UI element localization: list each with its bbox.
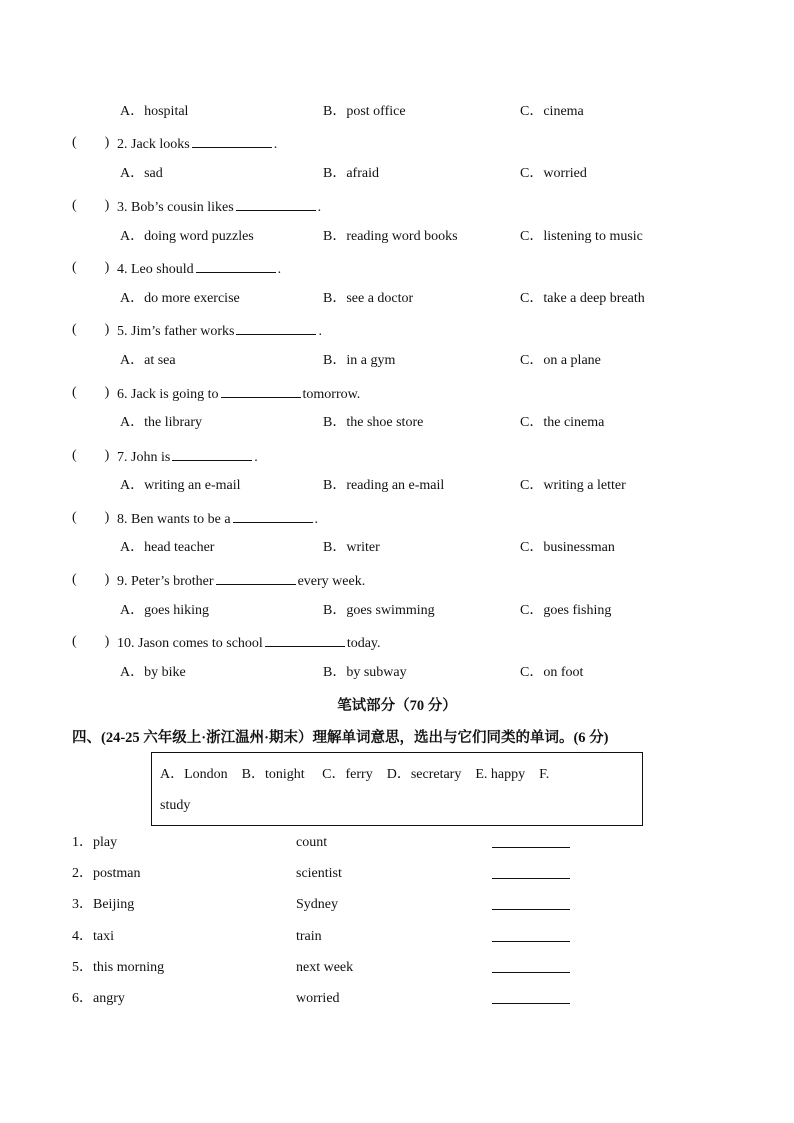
option-c: C．goes fishing [520,603,612,618]
question-stem: 8. Ben wants to be a [117,512,231,527]
question-text [117,258,281,280]
word-box-line-1: A．London B．tonight C．ferry D．secretary E. happy F. [160,767,550,782]
question-options [0,289,794,309]
option-b: B．post office [323,104,406,119]
answer-blank[interactable] [216,570,296,585]
option-c: C．on foot [520,665,584,680]
answer-parentheses[interactable]: ( ) [72,385,110,400]
option-c: C．on a plane [520,353,601,368]
answer-blank[interactable] [221,383,301,398]
option-a: A．writing an e-mail [120,478,241,493]
question-text [117,196,321,218]
classification-row [0,864,794,884]
answer-parentheses[interactable]: ( ) [72,260,110,275]
answer-parentheses[interactable]: ( ) [72,510,110,525]
option-a: A．hospital [120,104,189,119]
question-stem: 2. Jack looks [117,137,190,152]
question-row [0,320,794,340]
question-stem: 5. Jim’s father works [117,324,235,339]
option-c: C．businessman [520,540,615,555]
option-a: A．doing word puzzles [120,229,254,244]
answer-blank[interactable] [492,833,570,855]
option-a: A．head teacher [120,540,215,555]
classification-row [0,989,794,1009]
word-second: count [296,835,328,850]
option-a: A．sad [120,166,163,181]
question-row [0,133,794,153]
word-first: 1．play [72,835,118,850]
question-tail: . [254,450,258,465]
word-second: next week [296,960,354,975]
question-1-options [0,102,794,122]
classification-row [0,958,794,978]
question-row [0,570,794,590]
question-tail: every week. [297,574,366,589]
question-tail: . [317,200,322,215]
answer-blank[interactable] [265,632,345,647]
question-row [0,383,794,403]
option-b: B．reading word books [323,229,458,244]
question-options [0,663,794,683]
part4-title: 四、(24-25 六年级上·浙江温州·期末）理解单词意思，选出与它们同类的单词。(6 分) [72,730,609,746]
question-tail: today. [346,636,381,651]
question-tail: . [277,262,282,277]
answer-blank[interactable] [492,958,570,980]
question-text [117,446,258,468]
option-c: C．cinema [520,104,584,119]
option-b: B．in a gym [323,353,396,368]
question-stem: 9. Peter’s brother [117,574,214,589]
option-c: C．writing a letter [520,478,626,493]
answer-blank[interactable] [172,446,252,461]
question-stem: 4. Leo should [117,262,194,277]
question-options [0,164,794,184]
answer-blank[interactable] [492,895,570,917]
answer-blank[interactable] [492,989,570,1011]
word-second: scientist [296,866,342,881]
option-c: C．take a deep breath [520,291,645,306]
word-second: Sydney [296,897,338,912]
question-tail: . [273,137,278,152]
option-b: B．see a doctor [323,291,414,306]
written-section-title: 笔试部分（70 分） [337,698,457,714]
option-b: B．reading an e-mail [323,478,445,493]
answer-blank[interactable] [492,864,570,886]
question-text [117,133,277,155]
question-row [0,258,794,278]
option-c: C．the cinema [520,415,605,430]
option-c: C．worried [520,166,587,181]
question-row [0,508,794,528]
question-stem: 10. Jason comes to school [117,636,263,651]
question-text [117,508,318,530]
question-stem: 6. Jack is going to [117,387,219,402]
word-box [151,752,643,826]
classification-row [0,833,794,853]
option-b: B．goes swimming [323,603,435,618]
option-b: B．afraid [323,166,379,181]
answer-blank[interactable] [236,196,316,211]
classification-row [0,895,794,915]
question-text [117,320,322,342]
option-a: A．by bike [120,665,186,680]
question-row [0,196,794,216]
answer-blank[interactable] [192,133,272,148]
question-options [0,538,794,558]
option-a: A．do more exercise [120,291,240,306]
option-b: B．the shoe store [323,415,424,430]
question-row [0,446,794,466]
option-a: A．goes hiking [120,603,210,618]
answer-parentheses[interactable]: ( ) [72,198,110,213]
question-stem: 7. John is [117,450,171,465]
question-stem: 3. Bob’s cousin likes [117,200,234,215]
question-text [117,570,365,592]
word-second: train [296,929,322,944]
question-options [0,476,794,496]
answer-parentheses[interactable]: ( ) [72,634,110,649]
word-first: 3．Beijing [72,897,135,912]
answer-parentheses[interactable]: ( ) [72,448,110,463]
answer-blank[interactable] [196,258,276,273]
question-row [0,632,794,652]
answer-blank[interactable] [233,508,313,523]
question-tail: . [318,324,322,339]
answer-parentheses[interactable]: ( ) [72,135,110,150]
question-text [117,632,381,654]
option-b: B．writer [323,540,380,555]
option-c: C．listening to music [520,229,643,244]
question-options [0,351,794,371]
answer-parentheses[interactable]: ( ) [72,322,110,337]
question-options [0,227,794,247]
option-a: A．at sea [120,353,176,368]
answer-parentheses[interactable]: ( ) [72,572,110,587]
option-b: B．by subway [323,665,407,680]
word-first: 5．this morning [72,960,165,975]
question-options [0,413,794,433]
question-tail: . [314,512,319,527]
question-tail: tomorrow. [302,387,361,402]
question-text [117,383,360,405]
word-first: 6．angry [72,991,125,1006]
word-second: worried [296,991,340,1006]
question-options [0,601,794,621]
option-a: A．the library [120,415,203,430]
answer-blank[interactable] [492,927,570,949]
word-first: 2．postman [72,866,141,881]
answer-blank[interactable] [236,320,316,335]
word-first: 4．taxi [72,929,114,944]
word-box-line-2: study [160,798,191,813]
classification-row [0,927,794,947]
